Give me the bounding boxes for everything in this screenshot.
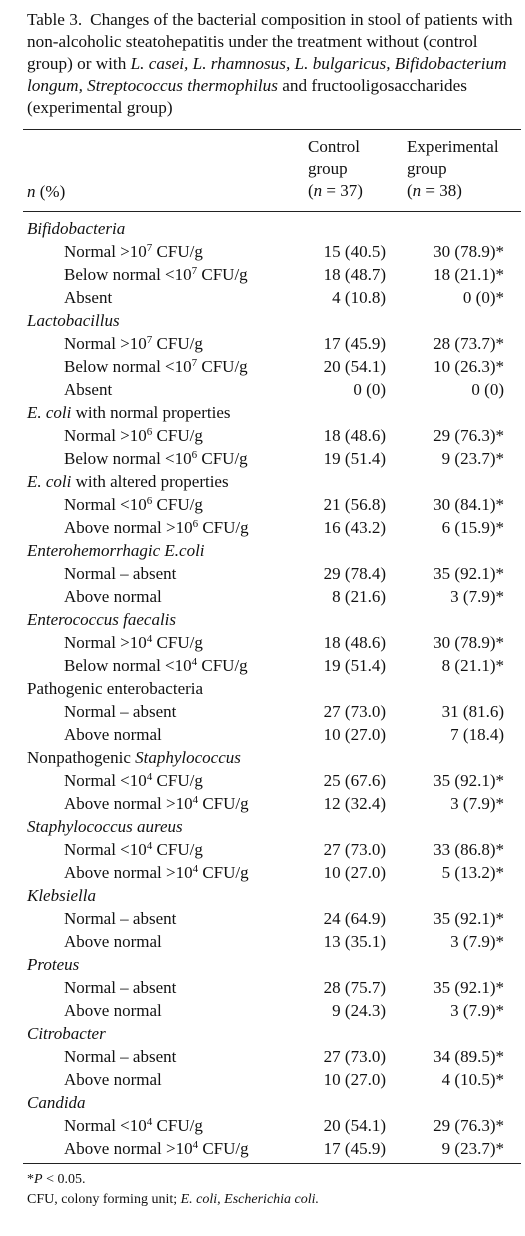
table-row — [0, 1068, 525, 1091]
experimental-value: 34 (89.5)* — [433, 1047, 504, 1066]
control-value: 10 (27.0) — [323, 863, 386, 882]
exponent: 7 — [146, 242, 153, 254]
group-heading-row — [0, 746, 525, 769]
text-segment: * — [27, 1172, 34, 1187]
text-segment: Candida — [27, 1093, 86, 1112]
row-label — [64, 861, 249, 884]
text-segment: Normal <10 — [64, 840, 147, 859]
row-label — [64, 838, 203, 861]
text-segment: CFU/g — [197, 449, 248, 468]
exponent: 7 — [191, 265, 198, 277]
text-segment: Normal – absent — [64, 564, 177, 583]
row-label — [64, 516, 249, 539]
row-label — [64, 907, 176, 930]
control-value: 29 (78.4) — [323, 564, 386, 583]
control-value: 25 (67.6) — [323, 771, 386, 790]
control-value: 0 (0) — [353, 380, 386, 399]
text-segment: CFU/g — [197, 656, 248, 675]
table-row — [0, 769, 525, 792]
control-value: 8 (21.6) — [332, 587, 386, 606]
text-segment: Enterococcus faecalis — [27, 610, 177, 629]
exponent: 6 — [191, 449, 198, 461]
exponent: 4 — [192, 1139, 199, 1151]
control-value: 27 (73.0) — [323, 702, 386, 721]
control-value: 17 (45.9) — [323, 1139, 386, 1158]
text-segment: CFU/g — [198, 863, 249, 882]
control-value: 19 (51.4) — [323, 449, 386, 468]
row-label — [64, 1068, 162, 1091]
group-heading-row — [0, 539, 525, 562]
table-row — [0, 516, 525, 539]
text-segment: CFU/g — [152, 633, 203, 652]
experimental-value: 9 (23.7)* — [441, 449, 504, 468]
text-segment: CFU/g — [152, 334, 203, 353]
table-row — [0, 424, 525, 447]
control-value: 20 (54.1) — [323, 357, 386, 376]
exponent: 4 — [146, 1116, 153, 1128]
row-label — [64, 1137, 249, 1160]
control-value: 28 (75.7) — [323, 978, 386, 997]
table-row — [0, 930, 525, 953]
group-heading-row — [0, 401, 525, 424]
text-segment: Normal >10 — [64, 633, 147, 652]
text-segment: Normal <10 — [64, 495, 147, 514]
table-row — [0, 907, 525, 930]
experimental-value: 3 (7.9)* — [450, 587, 504, 606]
control-value: 18 (48.6) — [323, 426, 386, 445]
table-row — [0, 493, 525, 516]
row-label — [64, 999, 162, 1022]
text-segment: Above normal >10 — [64, 863, 193, 882]
text-segment: Citrobacter — [27, 1024, 106, 1043]
text-segment: Below normal <10 — [64, 449, 192, 468]
text-segment: Klebsiella — [27, 886, 96, 905]
group-heading-row — [0, 815, 525, 838]
header-n: n — [27, 182, 36, 201]
text-segment: Below normal <10 — [64, 357, 192, 376]
text-segment: Bifidobacteria — [27, 219, 126, 238]
text-segment: Above normal >10 — [64, 794, 193, 813]
control-value: 15 (40.5) — [323, 242, 386, 261]
text-segment: L. casei, L. rhamnosus, L. bulgaricus, Bifidobacterium longum, Streptococcus thermophilus — [27, 54, 507, 95]
table-row — [0, 447, 525, 470]
group-label — [27, 470, 229, 493]
control-value: 17 (45.9) — [323, 334, 386, 353]
group-heading-row — [0, 884, 525, 907]
text-segment: CFU/g — [198, 1139, 249, 1158]
table-row — [0, 1137, 525, 1160]
header-control-line2: group — [308, 159, 348, 178]
exponent: 4 — [192, 794, 199, 806]
text-segment: CFU/g — [198, 794, 249, 813]
experimental-value: 8 (21.1)* — [441, 656, 504, 675]
text-segment: E. coli — [180, 1192, 218, 1207]
footnote-abbreviations — [27, 1190, 319, 1209]
row-label — [64, 654, 248, 677]
group-heading-row — [0, 309, 525, 332]
text-segment: < 0.05. — [42, 1172, 86, 1187]
header-row-label — [27, 181, 65, 203]
header-percent: (%) — [35, 182, 66, 201]
text-segment: Below normal <10 — [64, 265, 192, 284]
control-value: 12 (32.4) — [323, 794, 386, 813]
group-heading-row — [0, 953, 525, 976]
table-row — [0, 562, 525, 585]
experimental-value: 28 (73.7)* — [433, 334, 504, 353]
text-segment: Staphylococcus aureus — [27, 817, 183, 836]
text-segment: Above normal — [64, 587, 162, 606]
group-label — [27, 309, 120, 332]
group-heading-row — [0, 677, 525, 700]
control-value: 24 (64.9) — [323, 909, 386, 928]
group-heading-row — [0, 470, 525, 493]
row-label — [64, 286, 112, 309]
table-caption — [27, 9, 519, 119]
table-row — [0, 332, 525, 355]
control-value: 18 (48.7) — [323, 265, 386, 284]
bottom-rule — [23, 1163, 521, 1164]
table-row — [0, 792, 525, 815]
header-experimental — [407, 136, 499, 202]
control-value: 16 (43.2) — [323, 518, 386, 537]
table-label: Table 3. — [27, 10, 83, 29]
experimental-value: 6 (15.9)* — [441, 518, 504, 537]
group-heading-row — [0, 1022, 525, 1045]
experimental-value: 7 (18.4) — [450, 725, 504, 744]
text-segment: CFU/g — [152, 495, 203, 514]
experimental-value: 9 (23.7)* — [441, 1139, 504, 1158]
experimental-value: 30 (78.9)* — [433, 242, 504, 261]
experimental-value: 10 (26.3)* — [433, 357, 504, 376]
text-segment: with altered properties — [71, 472, 229, 491]
control-value: 10 (27.0) — [323, 725, 386, 744]
text-segment: CFU/g — [152, 242, 203, 261]
text-segment: Above normal >10 — [64, 518, 193, 537]
table-row — [0, 240, 525, 263]
text-segment: Absent — [64, 288, 113, 307]
table-body — [0, 217, 525, 1160]
text-segment: Enterohemorrhagic E.coli — [27, 541, 205, 560]
table-row — [0, 1114, 525, 1137]
text-segment: Normal <10 — [64, 771, 147, 790]
group-label — [27, 746, 241, 769]
text-segment: Below normal <10 — [64, 656, 192, 675]
exponent: 4 — [146, 633, 153, 645]
experimental-value: 35 (92.1)* — [433, 978, 504, 997]
row-label — [64, 424, 203, 447]
row-label — [64, 976, 176, 999]
text-segment: Changes of the bacterial composition in stool of patients with non-alcoholic steatohepatitis under the treatment without (control group) or with — [27, 10, 513, 73]
text-segment: Lactobacillus — [27, 311, 120, 330]
control-value: 18 (48.6) — [323, 633, 386, 652]
header-control — [308, 136, 363, 202]
header-rule — [23, 211, 521, 212]
text-segment: Above normal — [64, 725, 162, 744]
row-label — [64, 1114, 203, 1137]
row-label — [64, 332, 203, 355]
text-segment: P — [34, 1172, 43, 1187]
table-row — [0, 263, 525, 286]
caption-text — [27, 10, 513, 117]
row-label — [64, 631, 203, 654]
text-segment: Normal >10 — [64, 426, 147, 445]
experimental-value: 33 (86.8)* — [433, 840, 504, 859]
text-segment: with normal properties — [71, 403, 231, 422]
text-segment: Pathogenic enterobacteria — [27, 679, 204, 698]
experimental-value: 30 (78.9)* — [433, 633, 504, 652]
row-label — [64, 1045, 176, 1068]
text-segment: CFU/g — [197, 265, 248, 284]
text-segment: Above normal — [64, 1001, 162, 1020]
experimental-value: 3 (7.9)* — [450, 794, 504, 813]
text-segment: Proteus — [27, 955, 80, 974]
exponent: 7 — [146, 334, 153, 346]
control-value: 13 (35.1) — [323, 932, 386, 951]
text-segment: Normal >10 — [64, 334, 147, 353]
exponent: 7 — [191, 357, 198, 369]
text-segment: Staphylococcus — [135, 748, 241, 767]
header-experimental-line1: Experimental — [407, 137, 499, 156]
text-segment: CFU/g — [152, 1116, 203, 1135]
text-segment: CFU/g — [197, 357, 248, 376]
row-label — [64, 263, 248, 286]
text-segment: Escherichia coli. — [224, 1192, 320, 1207]
control-value: 19 (51.4) — [323, 656, 386, 675]
text-segment: , — [217, 1192, 225, 1207]
table-row — [0, 999, 525, 1022]
text-segment: Above normal — [64, 932, 162, 951]
group-label — [27, 953, 79, 976]
control-value: 4 (10.8) — [332, 288, 386, 307]
row-label — [64, 240, 203, 263]
experimental-value: 0 (0)* — [462, 288, 504, 307]
experimental-value: 3 (7.9)* — [450, 1001, 504, 1020]
control-value: 10 (27.0) — [323, 1070, 386, 1089]
experimental-value: 5 (13.2)* — [441, 863, 504, 882]
text-segment: E. coli — [27, 472, 72, 491]
exponent: 6 — [192, 518, 199, 530]
exponent: 4 — [192, 863, 199, 875]
text-segment: Absent — [64, 380, 113, 399]
text-segment: Normal – absent — [64, 1047, 177, 1066]
group-label — [27, 1091, 86, 1114]
text-segment: Normal – absent — [64, 702, 177, 721]
header-control-line3: (n = 37) — [308, 181, 363, 200]
experimental-value: 31 (81.6) — [441, 702, 504, 721]
experimental-value: 3 (7.9)* — [450, 932, 504, 951]
group-label — [27, 217, 125, 240]
exponent: 4 — [191, 656, 198, 668]
text-segment: CFU/g — [152, 771, 203, 790]
table-row — [0, 976, 525, 999]
experimental-value: 29 (76.3)* — [433, 1116, 504, 1135]
group-label — [27, 608, 176, 631]
experimental-value: 35 (92.1)* — [433, 564, 504, 583]
header-experimental-line3: (n = 38) — [407, 181, 462, 200]
text-segment: Normal >10 — [64, 242, 147, 261]
text-segment: E. coli — [27, 403, 72, 422]
row-label — [64, 930, 162, 953]
experimental-value: 35 (92.1)* — [433, 909, 504, 928]
experimental-value: 30 (84.1)* — [433, 495, 504, 514]
control-value: 9 (24.3) — [332, 1001, 386, 1020]
table-row — [0, 585, 525, 608]
table-row — [0, 654, 525, 677]
text-segment: Above normal — [64, 1070, 162, 1089]
control-value: 20 (54.1) — [323, 1116, 386, 1135]
group-label — [27, 539, 205, 562]
row-label — [64, 769, 203, 792]
row-label — [64, 493, 203, 516]
text-segment: CFU/g — [152, 426, 203, 445]
group-label — [27, 884, 96, 907]
group-heading-row — [0, 1091, 525, 1114]
table-row — [0, 1045, 525, 1068]
exponent: 6 — [146, 426, 153, 438]
group-label — [27, 401, 231, 424]
row-label — [64, 700, 176, 723]
row-label — [64, 355, 248, 378]
control-value: 21 (56.8) — [323, 495, 386, 514]
table-row — [0, 838, 525, 861]
text-segment: Normal <10 — [64, 1116, 147, 1135]
header-control-line1: Control — [308, 137, 360, 156]
text-segment: Normal – absent — [64, 909, 177, 928]
table-row — [0, 723, 525, 746]
row-label — [64, 447, 248, 470]
group-heading-row — [0, 217, 525, 240]
footnote-significance — [27, 1170, 85, 1189]
group-label — [27, 815, 183, 838]
text-segment: and fructooligosaccharides (experimental group) — [27, 76, 467, 117]
experimental-value: 18 (21.1)* — [433, 265, 504, 284]
group-label — [27, 677, 203, 700]
table-row — [0, 378, 525, 401]
header-experimental-line2: group — [407, 159, 447, 178]
top-rule — [23, 129, 521, 130]
experimental-value: 35 (92.1)* — [433, 771, 504, 790]
experimental-value: 4 (10.5)* — [441, 1070, 504, 1089]
experimental-value: 0 (0) — [471, 380, 504, 399]
exponent: 4 — [146, 840, 153, 852]
control-value: 27 (73.0) — [323, 840, 386, 859]
row-label — [64, 378, 112, 401]
text-segment: Above normal >10 — [64, 1139, 193, 1158]
row-label — [64, 585, 162, 608]
group-heading-row — [0, 608, 525, 631]
text-segment: CFU/g — [198, 518, 249, 537]
row-label — [64, 562, 176, 585]
exponent: 6 — [146, 495, 153, 507]
control-value: 27 (73.0) — [323, 1047, 386, 1066]
row-label — [64, 792, 249, 815]
table-row — [0, 286, 525, 309]
experimental-value: 29 (76.3)* — [433, 426, 504, 445]
table-row — [0, 355, 525, 378]
exponent: 4 — [146, 771, 153, 783]
table-row — [0, 631, 525, 654]
table-row — [0, 861, 525, 884]
row-label — [64, 723, 162, 746]
text-segment: Normal – absent — [64, 978, 177, 997]
group-label — [27, 1022, 106, 1045]
text-segment: CFU/g — [152, 840, 203, 859]
table-row — [0, 700, 525, 723]
text-segment: CFU, colony forming unit; — [27, 1192, 181, 1207]
text-segment: Nonpathogenic — [27, 748, 136, 767]
